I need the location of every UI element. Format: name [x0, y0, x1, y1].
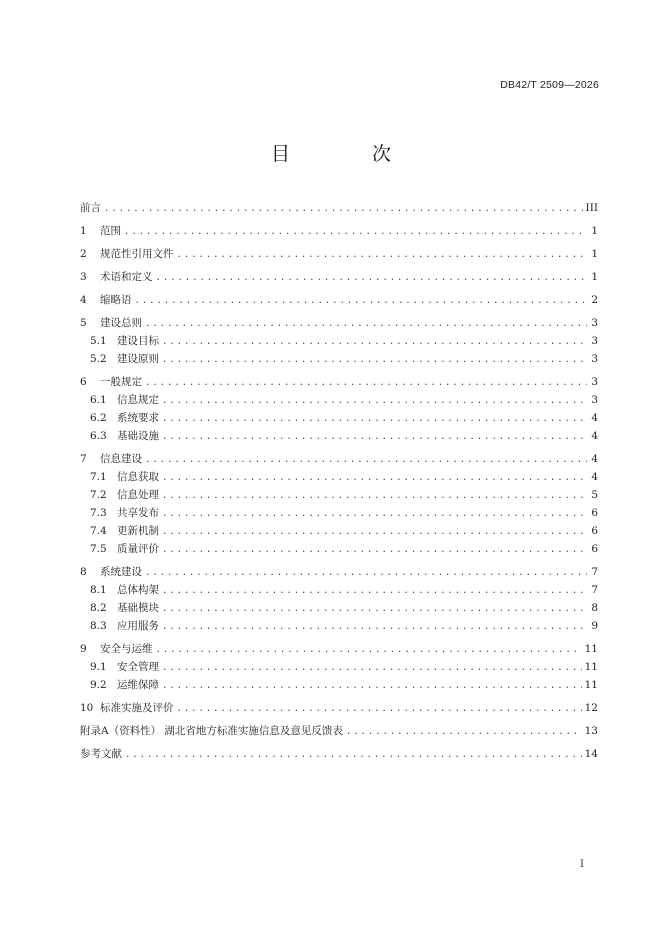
toc-entry[interactable]: [80, 677, 598, 695]
toc-entry-label: 建设总则: [100, 317, 142, 329]
toc-dot-leader: [145, 452, 587, 469]
toc-entry-number: 7.1: [90, 471, 107, 483]
toc-dot-leader: [162, 524, 587, 541]
toc-entry[interactable]: [80, 292, 598, 310]
toc-entry[interactable]: [80, 351, 598, 369]
toc-entry-number: 7: [80, 453, 87, 465]
toc-entry-label: 建设原则: [117, 353, 159, 365]
toc-entry[interactable]: [80, 200, 598, 218]
toc-dot-leader: [162, 393, 587, 410]
toc-entry-number: 3: [80, 271, 87, 283]
toc-dot-leader: [135, 293, 588, 310]
toc-entry-label: 参考文献: [80, 748, 122, 760]
toc-entry-label: 基础模块: [117, 602, 159, 614]
toc-entry[interactable]: [80, 564, 598, 582]
toc-dot-leader: [162, 542, 587, 559]
toc-dot-leader: [156, 270, 588, 287]
toc-entry-label: 一般规定: [100, 376, 142, 388]
toc-dot-leader: [162, 583, 587, 600]
toc-dot-leader: [162, 470, 587, 487]
toc-entry-page: 1: [591, 271, 598, 283]
toc-entry-page: 1: [591, 225, 598, 237]
toc-entry-page: 4: [591, 430, 598, 442]
toc-entry[interactable]: [80, 541, 598, 559]
toc-entry-number: 8: [80, 566, 87, 578]
toc-entry-label: 系统要求: [117, 412, 159, 424]
page-number: I: [580, 859, 584, 870]
toc-dot-leader: [124, 224, 587, 241]
toc-entry-label: 建设目标: [117, 335, 159, 347]
toc-entry[interactable]: [80, 223, 598, 241]
toc-entry-number: 5: [80, 317, 87, 329]
toc-entry[interactable]: [80, 505, 598, 523]
toc-entry-page: 3: [591, 394, 598, 406]
toc-entry[interactable]: [80, 723, 598, 741]
toc-entry[interactable]: [80, 659, 598, 677]
toc-entry-number: 8.3: [90, 620, 107, 632]
toc-entry-page: 1: [591, 248, 598, 260]
toc-entry[interactable]: [80, 428, 598, 446]
toc-entry-page: 6: [591, 543, 598, 555]
toc-entry[interactable]: [80, 469, 598, 487]
toc-entry-label: 标准实施及评价: [100, 702, 174, 714]
toc-dot-leader: [145, 375, 587, 392]
toc-entry-number: 8.2: [90, 602, 107, 614]
toc-entry-page: 6: [591, 525, 598, 537]
toc-entry-page: 11: [584, 661, 598, 673]
toc-entry[interactable]: [80, 641, 598, 659]
toc-entry[interactable]: [80, 392, 598, 410]
toc-entry-number: 5.1: [90, 335, 107, 347]
toc-entry-label: 共享发布: [117, 507, 159, 519]
toc-entry-label: 总体构架: [117, 584, 159, 596]
toc-entry-page: 3: [591, 353, 598, 365]
toc-entry-label: 信息建设: [100, 453, 142, 465]
toc-dot-leader: [125, 747, 582, 764]
toc-dot-leader: [145, 565, 587, 582]
toc-entry[interactable]: [80, 582, 598, 600]
toc-entry[interactable]: [80, 523, 598, 541]
toc-entry[interactable]: [80, 700, 598, 718]
toc-entry-page: 7: [591, 566, 598, 578]
toc-dot-leader: [162, 411, 587, 428]
toc-dot-leader: [145, 316, 587, 333]
toc-entry[interactable]: [80, 269, 598, 287]
toc-entry-page: 4: [591, 453, 598, 465]
toc-dot-leader: [162, 619, 587, 636]
toc-entry-number: 6.1: [90, 394, 107, 406]
toc-entry-page: 3: [591, 335, 598, 347]
table-of-contents: [80, 200, 598, 764]
toc-dot-leader: [156, 642, 582, 659]
toc-entry-page: 12: [584, 702, 598, 714]
toc-entry-page: III: [585, 202, 598, 214]
toc-entry-number: 5.2: [90, 353, 107, 365]
toc-entry-page: 9: [591, 620, 598, 632]
toc-entry[interactable]: [80, 618, 598, 636]
toc-entry[interactable]: [80, 487, 598, 505]
toc-entry-label: 质量评价: [117, 543, 159, 555]
toc-dot-leader: [162, 601, 587, 618]
document-code: DB42/T 2509—2026: [500, 79, 599, 91]
toc-dot-leader: [177, 701, 582, 718]
toc-dot-leader: [162, 352, 587, 369]
toc-entry[interactable]: [80, 246, 598, 264]
toc-entry[interactable]: [80, 374, 598, 392]
toc-entry[interactable]: [80, 410, 598, 428]
toc-entry-page: 6: [591, 507, 598, 519]
toc-entry-number: 4: [80, 294, 87, 306]
toc-entry-label: 运维保障: [117, 679, 159, 691]
toc-entry-number: 6.3: [90, 430, 107, 442]
toc-entry-label: 基础设施: [117, 430, 159, 442]
toc-dot-leader: [162, 506, 587, 523]
toc-entry-page: 3: [591, 317, 598, 329]
toc-entry-label: 术语和定义: [100, 271, 153, 283]
toc-entry-number: 1: [80, 225, 87, 237]
toc-entry-label: 规范性引用文件: [100, 248, 174, 260]
toc-entry-label: 前言: [80, 202, 101, 214]
toc-entry[interactable]: [80, 315, 598, 333]
toc-entry[interactable]: [80, 333, 598, 351]
toc-dot-leader: [162, 488, 587, 505]
toc-entry-number: 9.2: [90, 679, 107, 691]
toc-dot-leader: [104, 201, 583, 218]
toc-dot-leader: [346, 724, 582, 741]
toc-entry[interactable]: [80, 451, 598, 469]
toc-entry-label: 安全与运维: [100, 643, 153, 655]
toc-entry-label: 信息规定: [117, 394, 159, 406]
toc-entry-page: 11: [584, 643, 598, 655]
toc-entry-number: 7.2: [90, 489, 107, 501]
toc-entry-number: 9: [80, 643, 87, 655]
toc-entry-label: 更新机制: [117, 525, 159, 537]
toc-entry-label: 附录A（资料性） 湖北省地方标准实施信息及意见反馈表: [80, 725, 343, 737]
toc-entry-label: 应用服务: [117, 620, 159, 632]
toc-entry-page: 14: [584, 748, 598, 760]
toc-entry-page: 4: [591, 412, 598, 424]
toc-entry-number: 7.5: [90, 543, 107, 555]
page-title: 目 次: [270, 143, 430, 165]
toc-entry-page: 8: [591, 602, 598, 614]
toc-dot-leader: [162, 429, 587, 446]
toc-entry-page: 13: [584, 725, 598, 737]
toc-entry-page: 2: [591, 294, 598, 306]
toc-dot-leader: [177, 247, 588, 264]
toc-entry-label: 系统建设: [100, 566, 142, 578]
toc-entry-label: 缩略语: [100, 294, 132, 306]
toc-entry-page: 4: [591, 471, 598, 483]
toc-entry-number: 6.2: [90, 412, 107, 424]
toc-entry-number: 7.3: [90, 507, 107, 519]
toc-entry-number: 6: [80, 376, 87, 388]
toc-entry-page: 7: [591, 584, 598, 596]
toc-entry-label: 信息获取: [117, 471, 159, 483]
toc-entry[interactable]: [80, 746, 598, 764]
toc-entry-page: 11: [584, 679, 598, 691]
toc-dot-leader: [162, 334, 587, 351]
toc-entry-number: 10: [80, 702, 94, 714]
toc-entry[interactable]: [80, 600, 598, 618]
toc-dot-leader: [162, 660, 582, 677]
toc-entry-number: 7.4: [90, 525, 107, 537]
toc-entry-page: 3: [591, 376, 598, 388]
toc-entry-label: 信息处理: [117, 489, 159, 501]
toc-entry-number: 2: [80, 248, 87, 260]
toc-entry-label: 安全管理: [117, 661, 159, 673]
toc-entry-label: 范围: [100, 225, 121, 237]
toc-entry-number: 9.1: [90, 661, 107, 673]
toc-dot-leader: [162, 678, 582, 695]
toc-entry-page: 5: [591, 489, 598, 501]
toc-entry-number: 8.1: [90, 584, 107, 596]
